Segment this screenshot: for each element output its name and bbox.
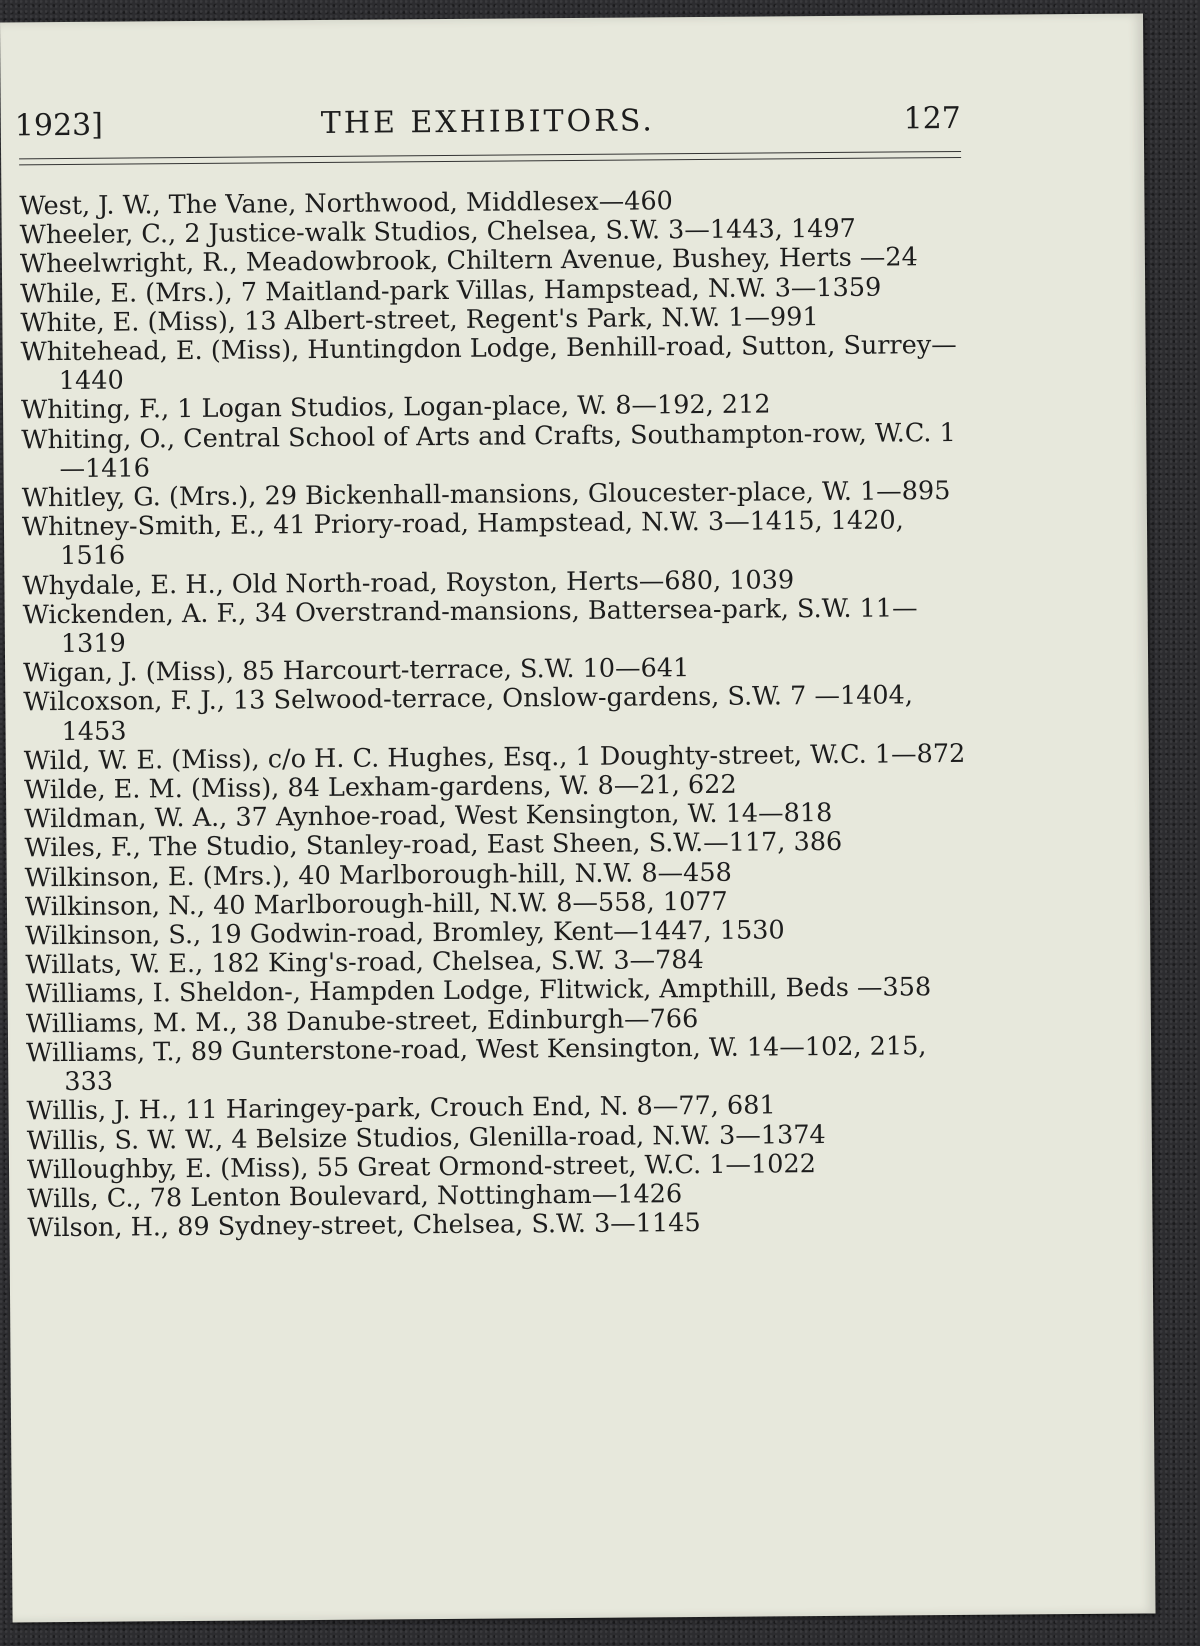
list-item: Willis, S. W. W., 4 Belsize Studios, Glenilla-road, N.W. 3—1374	[26, 1119, 826, 1156]
list-item: Willoughby, E. (Miss), 55 Great Ormond-street, W.C. 1—1022	[26, 1148, 817, 1186]
list-item: Wilde, E. M. (Miss), 84 Lexham-gardens, W. 8—21, 622	[23, 769, 737, 806]
list-item: White, E. (Miss), 13 Albert-street, Regent's Park, N.W. 1—991	[20, 301, 819, 339]
list-item: Whitley, G. (Mrs.), 29 Bickenhall-mansions, Gloucester-place, W. 1—895	[21, 476, 951, 514]
list-item: Williams, I. Sheldon-, Hampden Lodge, Flitwick, Ampthill, Beds —358	[25, 972, 932, 1010]
list-item: Whitehead, E. (Miss), Huntingdon Lodge, Benhill-road, Sutton, Surrey—1440	[20, 330, 957, 397]
list-item: Wiles, F., The Studio, Stanley-road, East Sheen, S.W.—117, 386	[24, 827, 843, 864]
list-item: Whiting, F., 1 Logan Studios, Logan-place, W. 8—192, 212	[20, 389, 771, 426]
list-item: Wickenden, A. F., 34 Overstrand-mansions, Battersea-park, S.W. 11—1319	[22, 593, 918, 660]
list-item: Willis, J. H., 11 Haringey-park, Crouch End, N. 8—77, 681	[26, 1090, 776, 1127]
list-item: Wilson, H., 89 Sydney-street, Chelsea, S.W. 3—1145	[27, 1208, 701, 1244]
list-item: Wild, W. E. (Miss), c/o H. C. Hughes, Esq., 1 Doughty-street, W.C. 1—872	[23, 738, 966, 777]
book-page	[0, 14, 1156, 1623]
exhibitor-list	[19, 185, 977, 1244]
list-item: Wilcoxson, F. J., 13 Selwood-terrace, Onslow-gardens, S.W. 7 —1404, 1453	[23, 680, 914, 747]
list-item: Whiting, O., Central School of Arts and Crafts, Southampton-row, W.C. 1—1416	[21, 417, 956, 484]
page-title: THE EXHIBITORS.	[320, 103, 655, 141]
year-label: 1923]	[14, 107, 104, 144]
list-item: Williams, T., 89 Gunterstone-road, West Kensington, W. 14—102, 215, 333	[25, 1031, 927, 1098]
list-item: Wilkinson, E. (Mrs.), 40 Marlborough-hill, N.W. 8—458	[24, 857, 732, 893]
list-item: Whitney-Smith, E., 41 Priory-road, Hampstead, N.W. 3—1415, 1420, 1516	[21, 505, 904, 572]
list-item: While, E. (Mrs.), 7 Maitland-park Villas, Hampstead, N.W. 3—1359	[20, 272, 882, 309]
page-number: 127	[903, 100, 961, 137]
list-item: Wheelwright, R., Meadowbrook, Chiltern Avenue, Bushey, Herts —24	[19, 242, 918, 280]
list-item: Wilkinson, N., 40 Marlborough-hill, N.W. 8—558, 1077	[24, 886, 728, 923]
list-item: Wheeler, C., 2 Justice-walk Studios, Chelsea, S.W. 3—1443, 1497	[19, 213, 856, 251]
list-item: West, J. W., The Vane, Northwood, Middlesex—460	[19, 186, 673, 222]
list-item: Wildman, W. A., 37 Aynhoe-road, West Kensington, W. 14—818	[24, 798, 833, 835]
list-item: Wigan, J. (Miss), 85 Harcourt-terrace, S.W. 10—641	[23, 653, 690, 689]
list-item: Willats, W. E., 182 King's-road, Chelsea, S.W. 3—784	[25, 945, 704, 981]
list-item: Williams, M. M., 38 Danube-street, Edinburgh—766	[25, 1003, 699, 1040]
list-item: Whydale, E. H., Old North-road, Royston, Herts—680, 1039	[22, 564, 795, 601]
list-item: Wilkinson, S., 19 Godwin-road, Bromley, Kent—1447, 1530	[25, 915, 785, 952]
list-item: Wills, C., 78 Lenton Boulevard, Nottingham—1426	[27, 1179, 683, 1215]
running-head	[15, 101, 961, 158]
